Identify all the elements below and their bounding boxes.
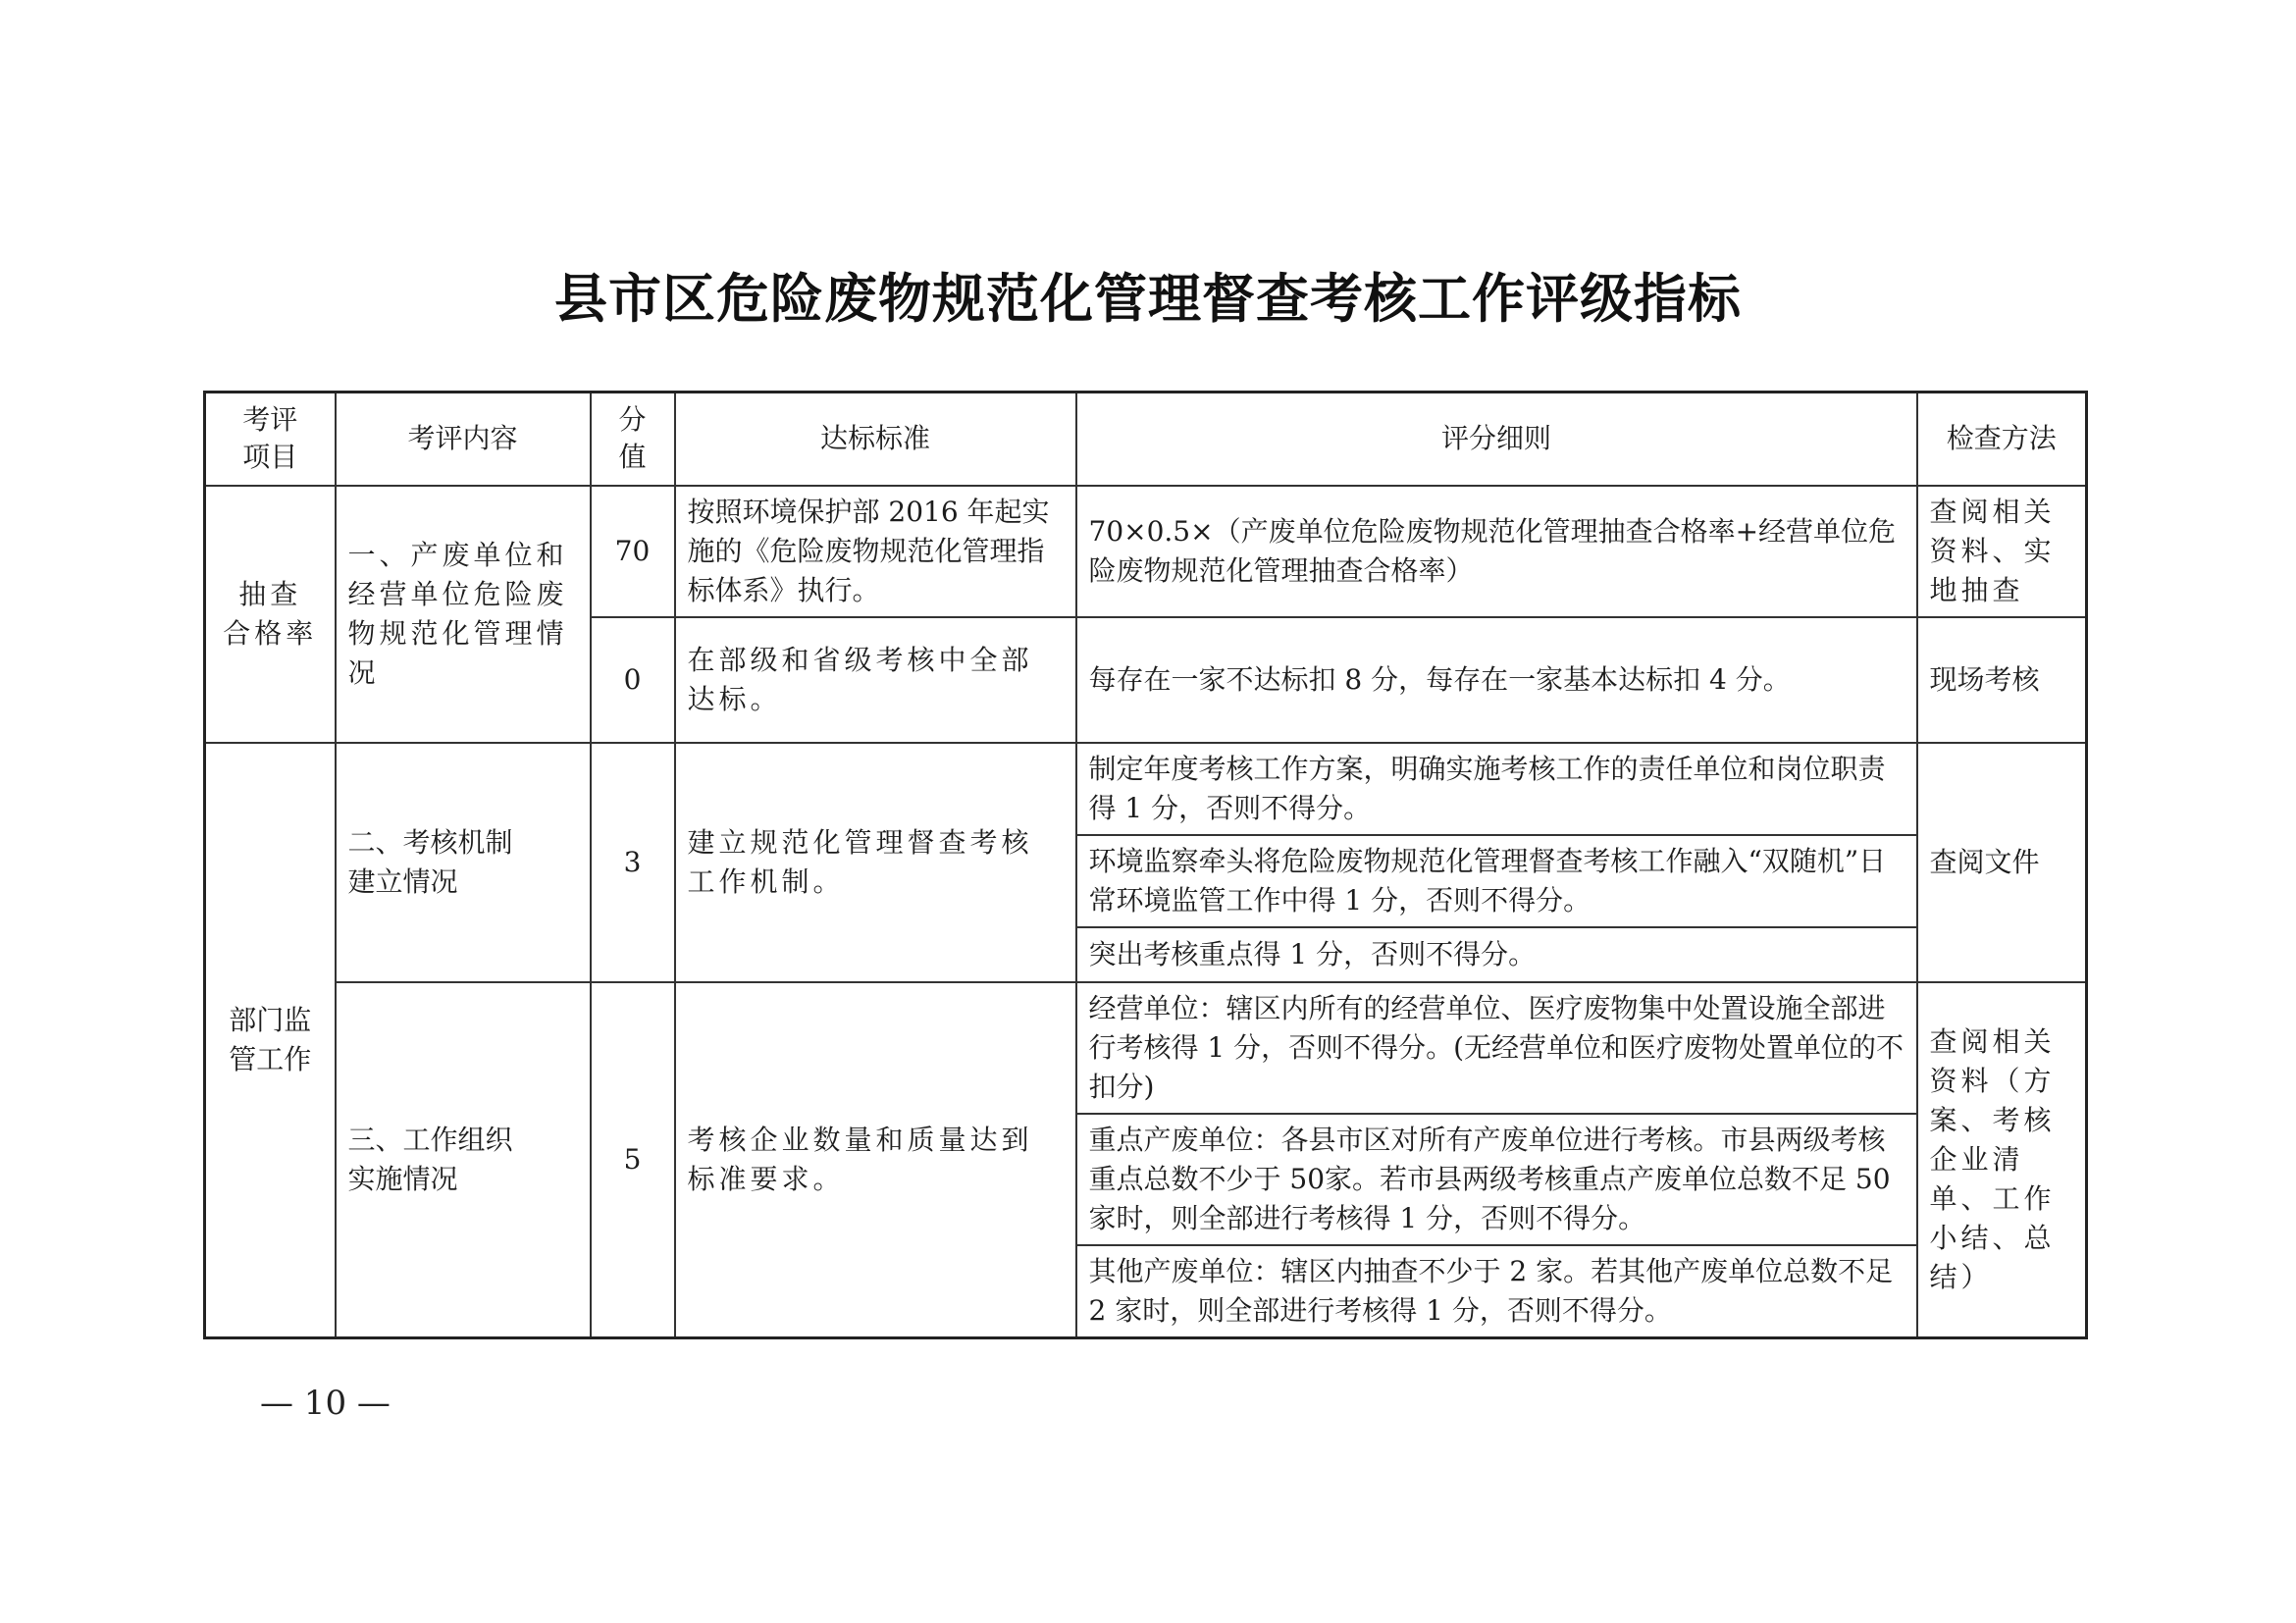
document-title: 县市区危险废物规范化管理督查考核工作评级指标 [554,268,1742,330]
detail-cell: 经营单位：辖区内所有的经营单位、医疗废物集中处置设施全部进行考核得 1 分，否则不得分。(无经营单位和医疗废物处置单位的不扣分) [1076,982,1917,1114]
header-method: 检查方法 [1917,393,2087,486]
content-cell: 三、工作组织 实施情况 [336,982,591,1338]
evaluation-table [203,391,2088,1339]
item-department-supervision: 部门监 管工作 [205,743,336,1338]
header-content: 考评内容 [336,393,591,486]
detail-cell: 环境监察牵头将危险废物规范化管理督查考核工作融入“双随机”日常环境监管工作中得 1 分，否则不得分。 [1076,835,1917,927]
standard-cell: 考核企业数量和质量达到标准要求。 [675,982,1076,1338]
item-sampling-rate: 抽查 合格率 [205,486,336,743]
content-cell: 一、产废单位和经营单位危险废物规范化管理情况 [336,486,591,743]
score-cell: 70 [591,486,675,617]
score-cell: 3 [591,743,675,982]
detail-cell: 每存在一家不达标扣 8 分，每存在一家基本达标扣 4 分。 [1076,617,1917,743]
standard-cell: 建立规范化管理督查考核工作机制。 [675,743,1076,982]
score-cell: 0 [591,617,675,743]
table-row [205,743,2087,835]
content-cell: 二、考核机制 建立情况 [336,743,591,982]
method-cell: 查阅相关资料（方案、考核企业清单、工作小结、总结） [1917,982,2087,1338]
page-number: — 10 — [260,1384,391,1423]
table-row [205,982,2087,1114]
header-item: 考评 项目 [205,393,336,486]
score-cell: 5 [591,982,675,1338]
detail-cell: 重点产废单位：各县市区对所有产废单位进行考核。市县两级考核重点总数不少于 50家。若市县两级考核重点产废单位总数不足 50 家时，则全部进行考核得 1 分，否则不得分。 [1076,1114,1917,1245]
method-cell: 现场考核 [1917,617,2087,743]
detail-cell: 其他产废单位：辖区内抽查不少于 2 家。若其他产废单位总数不足 2 家时，则全部进行考核得 1 分，否则不得分。 [1076,1245,1917,1338]
header-details: 评分细则 [1076,393,1917,486]
header-row [205,393,2087,486]
detail-cell: 制定年度考核工作方案，明确实施考核工作的责任单位和岗位职责得 1 分，否则不得分。 [1076,743,1917,835]
detail-cell: 70×0.5×（产废单位危险废物规范化管理抽查合格率+经营单位危险废物规范化管理抽查合格率） [1076,486,1917,617]
header-score: 分 值 [591,393,675,486]
method-cell: 查阅文件 [1917,743,2087,982]
table-row [205,486,2087,617]
standard-cell: 按照环境保护部 2016 年起实施的《危险废物规范化管理指标体系》执行。 [675,486,1076,617]
detail-cell: 突出考核重点得 1 分，否则不得分。 [1076,927,1917,982]
method-cell: 查阅相关资料、实地抽查 [1917,486,2087,617]
standard-cell: 在部级和省级考核中全部达标。 [675,617,1076,743]
header-standard: 达标标准 [675,393,1076,486]
